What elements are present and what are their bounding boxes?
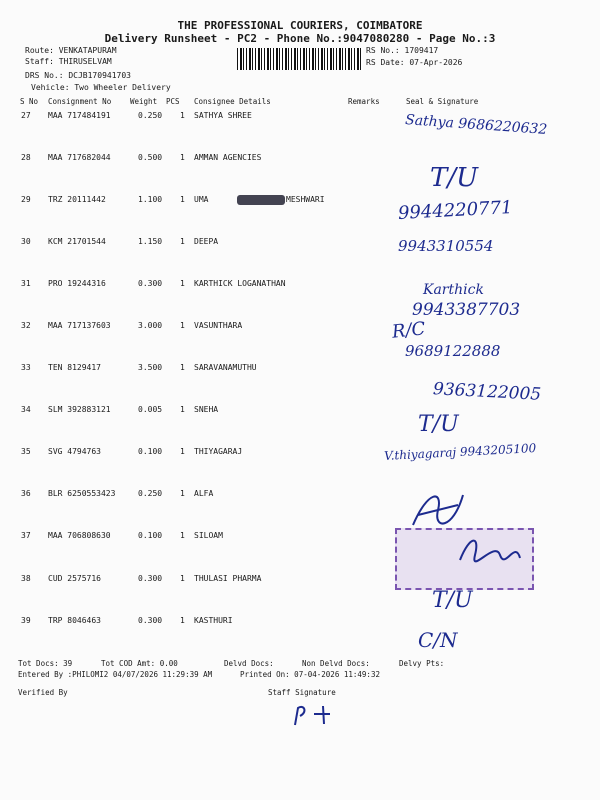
row-consignee: ALFA — [194, 489, 214, 498]
delivered-docs: Delvd Docs: — [224, 659, 274, 668]
row-sno: 32 — [21, 321, 31, 330]
row-weight: 1.150 — [138, 237, 163, 246]
row-sno: 37 — [21, 531, 31, 540]
table-row — [0, 321, 600, 361]
signature-30: 9943310554 — [398, 237, 494, 255]
row-consignee: UMA — [194, 195, 209, 204]
row-weight: 0.300 — [138, 616, 163, 625]
row-weight: 1.100 — [138, 195, 163, 204]
row-consignee: SATHYA SHREE — [194, 111, 252, 120]
row-pcs: 1 — [180, 363, 185, 372]
row-pcs: 1 — [180, 489, 185, 498]
non-delivered-docs: Non Delvd Docs: — [302, 659, 370, 668]
printed-on: Printed On: 07-04-2026 11:49:32 — [240, 670, 380, 679]
row-consignment: SVG 4794763 — [48, 447, 101, 456]
row-pcs: 1 — [180, 279, 185, 288]
row-sno: 28 — [21, 153, 31, 162]
col-weight: Weight — [130, 97, 158, 106]
signature-36-scribble — [408, 485, 468, 533]
row-consignment: TRP 8046463 — [48, 616, 101, 625]
staff-signature-mark — [290, 700, 350, 730]
row-consignment: TRZ 20111442 — [48, 195, 106, 204]
row-pcs: 1 — [180, 574, 185, 583]
row-consignee: SARAVANAMUTHU — [194, 363, 257, 372]
redaction-mark — [237, 195, 285, 205]
row-consignment: SLM 392883121 — [48, 405, 111, 414]
col-remarks: Remarks — [348, 97, 380, 106]
row-consignment: PRO 19244316 — [48, 279, 106, 288]
verified-by: Verified By — [18, 688, 68, 697]
signature-29: 9944220771 — [397, 197, 514, 224]
row-consignment: MAA 706808630 — [48, 531, 111, 540]
row-consignee: DEEPA — [194, 237, 219, 246]
row-consignment: MAA 717682044 — [48, 153, 111, 162]
row-weight: 0.005 — [138, 405, 163, 414]
staff-label: Staff: THIRUSELVAM — [25, 57, 112, 66]
row-consignee: KASTHURI — [194, 616, 233, 625]
signature-27: Sathya 9686220632 — [404, 112, 548, 138]
entered-by: Entered By :PHILOMI2 04/07/2026 11:29:39 AM — [18, 670, 213, 679]
row-sno: 30 — [21, 237, 31, 246]
col-consignee: Consignee Details — [194, 97, 271, 106]
row-sno: 27 — [21, 111, 31, 120]
signature-31-phone: 9943387703 — [412, 300, 521, 320]
row-weight: 0.250 — [138, 111, 163, 120]
signature-38: T/U — [432, 588, 473, 613]
row-weight: 3.500 — [138, 363, 163, 372]
runsheet-title: Delivery Runsheet - PC2 - Phone No.:9047080280 - Page No.:3 — [104, 32, 496, 45]
signature-33: 9363122005 — [432, 379, 542, 405]
row-consignee: VASUNTHARA — [194, 321, 243, 330]
table-row — [0, 489, 600, 529]
signature-34: T/U — [418, 412, 459, 437]
row-consignee: THIYAGARAJ — [194, 447, 243, 456]
row-sno: 31 — [21, 279, 31, 288]
row-consignment: BLR 6250553423 — [48, 489, 116, 498]
table-row — [0, 153, 600, 193]
vehicle-label: Vehicle: Two Wheeler Delivery — [31, 83, 171, 92]
signature-32-phone: 9689122888 — [405, 342, 501, 360]
delivery-points: Delvy Pts: — [399, 659, 445, 668]
table-row — [0, 405, 600, 445]
row-sno: 29 — [21, 195, 31, 204]
col-seal: Seal & Signature — [406, 97, 479, 106]
row-weight: 0.300 — [138, 279, 163, 288]
row-pcs: 1 — [180, 111, 185, 120]
total-docs: Tot Docs: 39 — [18, 659, 73, 668]
row-weight: 0.500 — [138, 153, 163, 162]
col-pcs: PCS — [166, 97, 180, 106]
row-weight: 0.100 — [138, 447, 163, 456]
row-consignee: SNEHA — [194, 405, 219, 414]
row-sno: 36 — [21, 489, 31, 498]
row-sno: 33 — [21, 363, 31, 372]
total-cod: Tot COD Amt: 0.00 — [101, 659, 178, 668]
row-consignment: MAA 717137603 — [48, 321, 111, 330]
row-sno: 34 — [21, 405, 31, 414]
row-consignee: KARTHICK LOGANATHAN — [194, 279, 286, 288]
drs-label: DRS No.: DCJB17094170​3 — [25, 71, 131, 80]
col-consignment: Consignment No — [48, 97, 112, 106]
row-pcs: 1 — [180, 321, 185, 330]
row-consignment: CUD 2575716 — [48, 574, 101, 583]
row-consignee-tail: MESHWARI — [286, 195, 325, 204]
row-pcs: 1 — [180, 237, 185, 246]
staff-signature-label: Staff Signature — [268, 688, 336, 697]
row-consignment: MAA 717484191 — [48, 111, 111, 120]
rs-number: RS No.: 1709417 — [366, 46, 439, 55]
row-pcs: 1 — [180, 531, 185, 540]
row-weight: 0.100 — [138, 531, 163, 540]
table-row — [0, 616, 600, 656]
barcode — [237, 48, 363, 70]
signature-39: C/N — [418, 628, 458, 652]
row-consignee: AMMAN AGENCIES — [194, 153, 262, 162]
route-label: Route: VENKATAPURAM — [25, 46, 117, 55]
col-sno: S No — [20, 97, 39, 106]
row-pcs: 1 — [180, 153, 185, 162]
row-pcs: 1 — [180, 447, 185, 456]
row-sno: 35 — [21, 447, 31, 456]
row-weight: 0.250 — [138, 489, 163, 498]
signature-32: R/C — [390, 318, 427, 343]
row-pcs: 1 — [180, 616, 185, 625]
signature-35: V.thiyagaraj 9943205100 — [383, 441, 537, 463]
row-weight: 0.300 — [138, 574, 163, 583]
signature-31-name: Karthick — [423, 282, 484, 298]
row-weight: 3.000 — [138, 321, 163, 330]
rs-date: RS Date: 07-Apr-2026 — [366, 58, 463, 67]
signature-37-scribble — [455, 530, 525, 570]
row-pcs: 1 — [180, 405, 185, 414]
signature-28: T/U — [430, 163, 479, 193]
row-pcs: 1 — [180, 195, 185, 204]
row-consignee: SILOAM — [194, 531, 223, 540]
row-consignment: KCM 21701544 — [48, 237, 106, 246]
row-consignee: THULASI PHARMA — [194, 574, 262, 583]
row-sno: 38 — [21, 574, 31, 583]
row-sno: 39 — [21, 616, 31, 625]
table-row — [0, 237, 600, 277]
row-consignment: TEN 8129417 — [48, 363, 101, 372]
company-title: THE PROFESSIONAL COURIERS, COIMBATORE — [177, 19, 423, 32]
